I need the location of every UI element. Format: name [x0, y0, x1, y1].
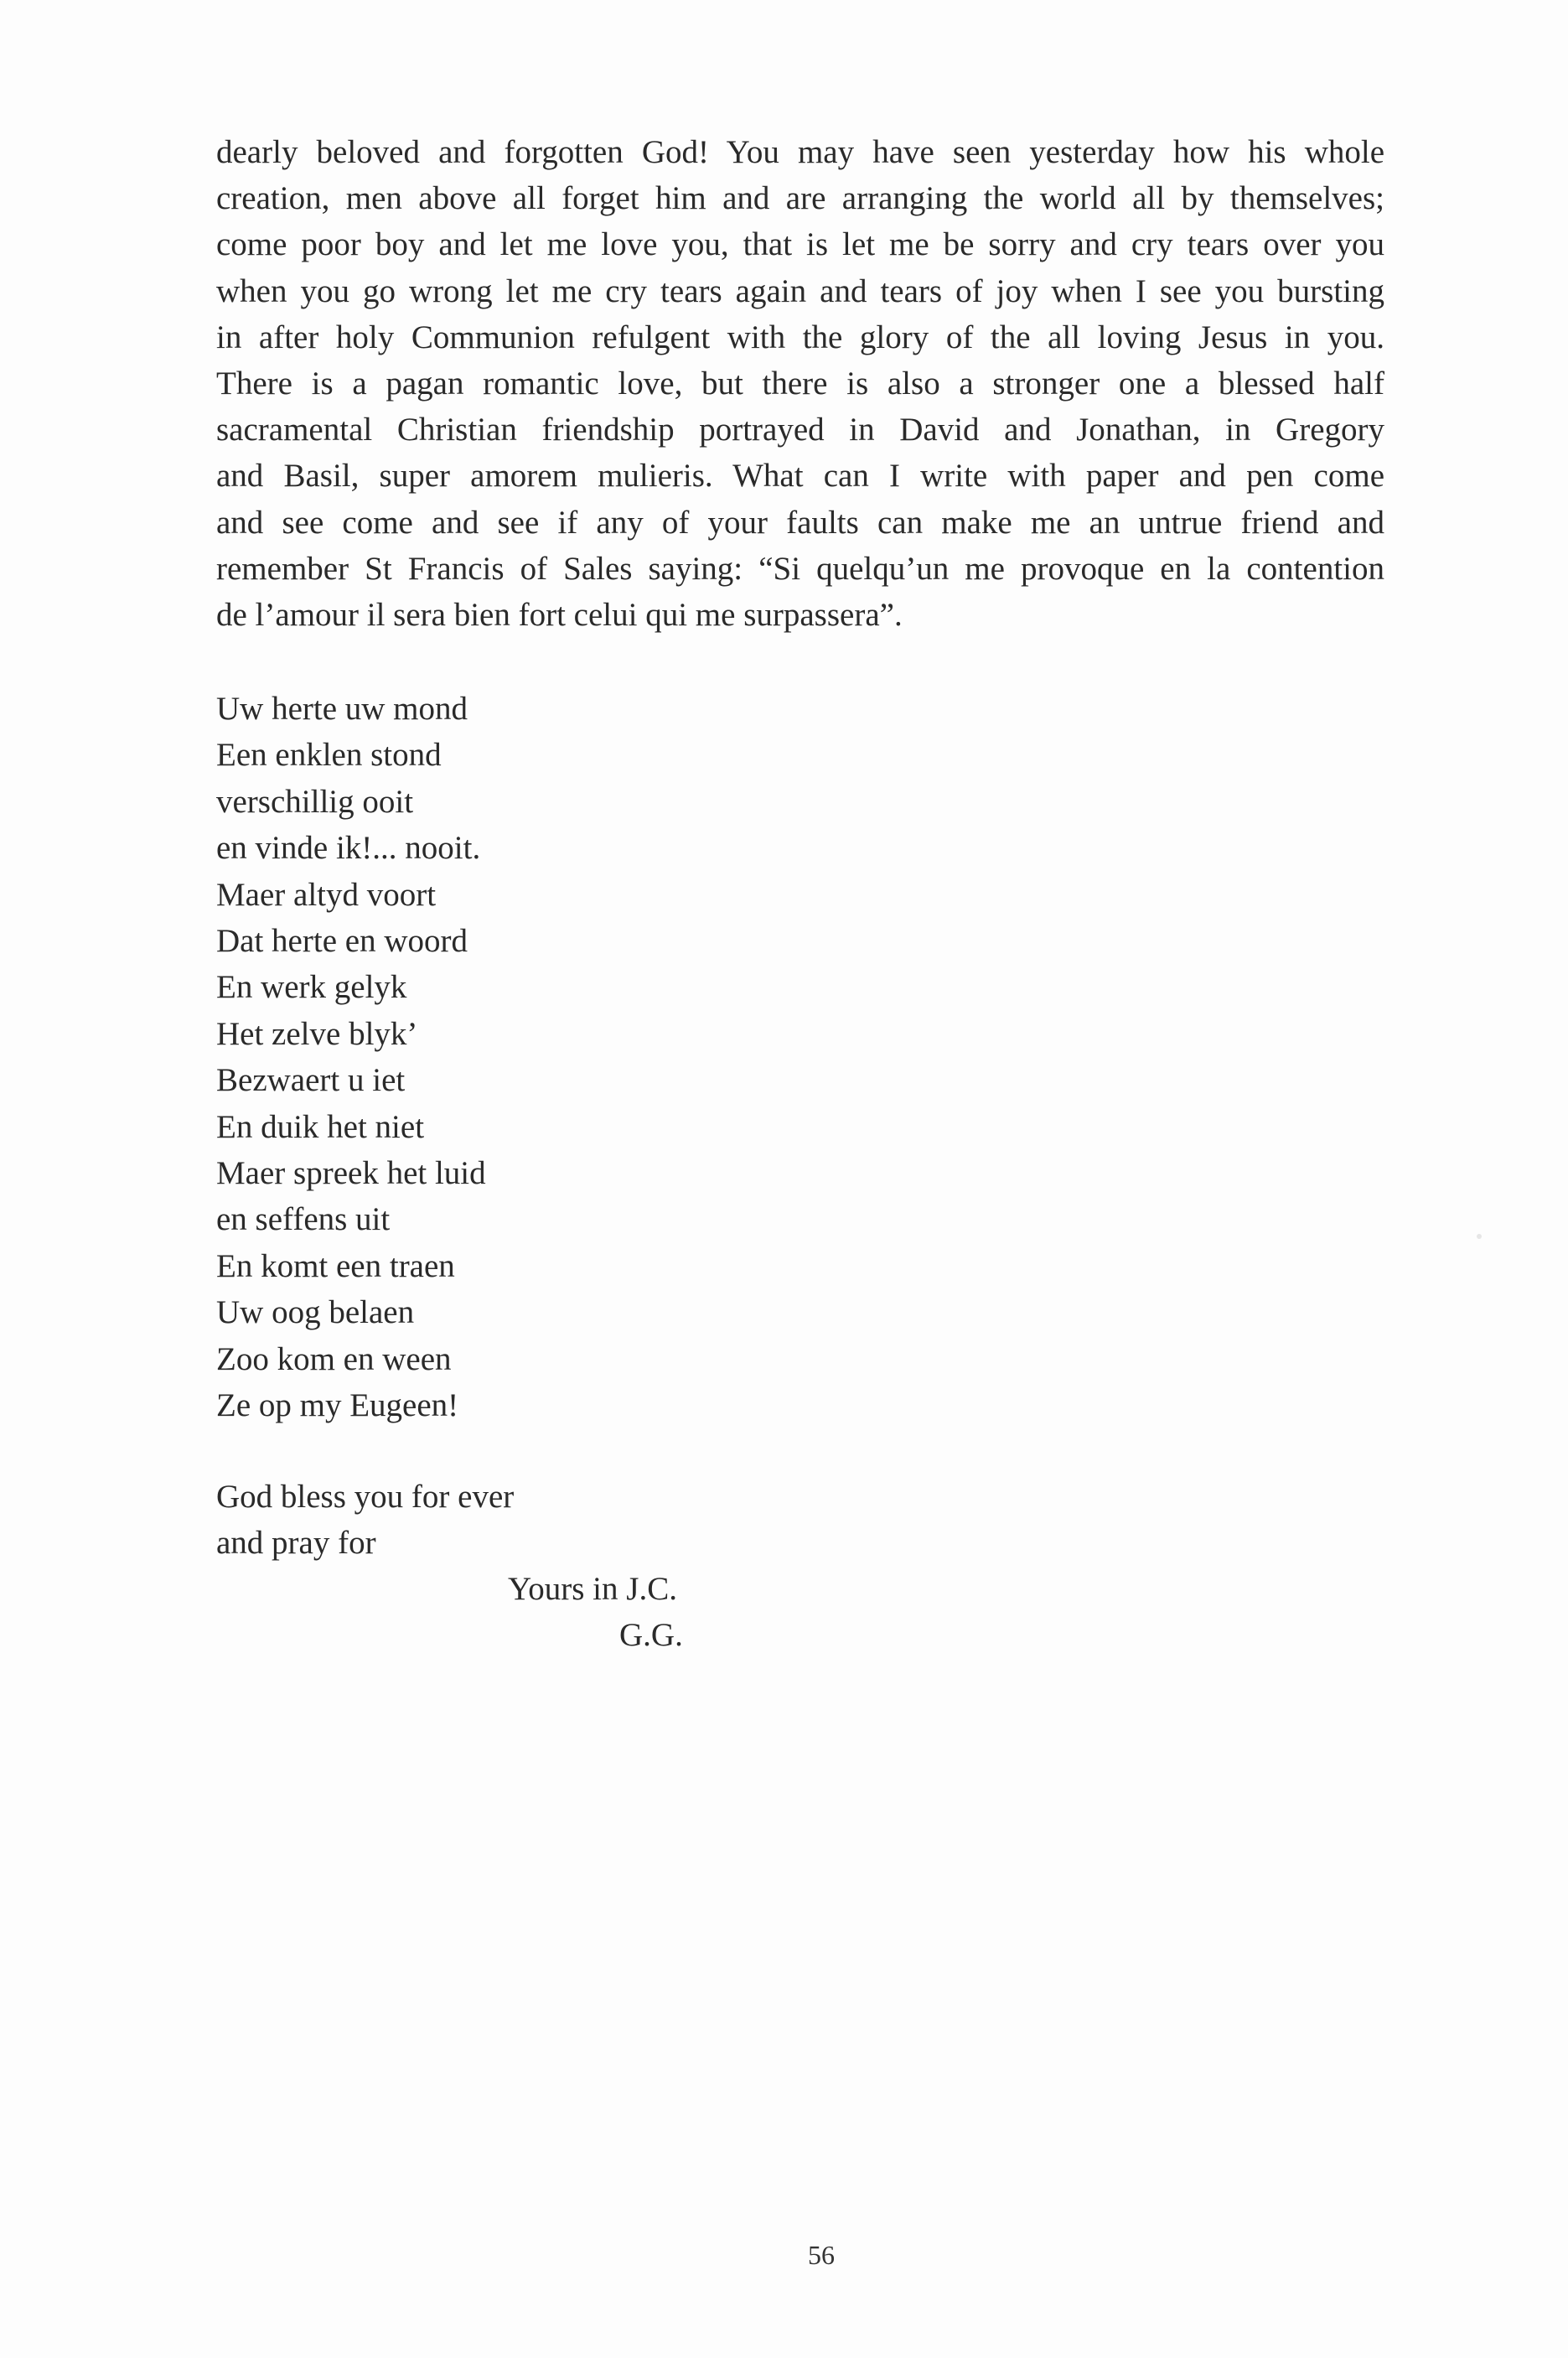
poem-line: en vinde ik!... nooit.	[216, 830, 481, 867]
closing-line: and pray for	[216, 1525, 376, 1562]
closing-line: God bless you for ever	[216, 1479, 515, 1515]
body-line: and Basil, super amorem mulieris. What can I write with paper and pen come	[216, 458, 1384, 495]
poem-line: Ze op my Eugeen!	[216, 1387, 459, 1424]
body-line: come poor boy and let me love you, that is let me be sorry and cry tears over you	[216, 226, 1384, 263]
body-line: in after holy Communion refulgent with the glory of the all loving Jesus in you.	[216, 319, 1384, 355]
poem-line: Zoo kom en ween	[216, 1340, 452, 1377]
poem-line: Een enklen stond	[216, 737, 442, 774]
poem-line: en seffens uit	[216, 1201, 391, 1238]
page-number: 56	[808, 2240, 835, 2270]
signature-initials: G.G.	[619, 1617, 683, 1653]
poem-line: En komt een traen	[216, 1247, 455, 1284]
signature-yours: Yours in J.C.	[508, 1571, 677, 1607]
body-line: de l’amour il sera bien fort celui qui me surpassera”.	[216, 597, 903, 634]
letter-body	[216, 129, 1384, 638]
body-line: remember St Francis of Sales saying: “Si quelqu’un me provoque en la contention	[216, 550, 1384, 587]
body-line: sacramental Christian friendship portrayed in David and Jonathan, in Gregory	[216, 412, 1384, 448]
body-line: when you go wrong let me cry tears again and tears of joy when I see you bursting	[216, 272, 1384, 309]
body-line: creation, men above all forget him and are arranging the world all by themselves;	[216, 180, 1384, 217]
poem-line: verschillig ooit	[216, 783, 414, 820]
poem-line: Dat herte en woord	[216, 923, 468, 960]
poem-line: Maer altyd voort	[216, 876, 437, 913]
poem	[216, 686, 486, 1429]
scan-artifact	[1477, 1234, 1482, 1239]
body-line: dearly beloved and forgotten God! You may have seen yesterday how his whole	[216, 134, 1384, 170]
poem-line: Het zelve blyk’	[216, 1015, 418, 1052]
poem-line: En duik het niet	[216, 1108, 425, 1145]
body-line: There is a pagan romantic love, but there is also a stronger one a blessed half	[216, 365, 1384, 402]
poem-line: Maer spreek het luid	[216, 1155, 486, 1192]
closing-salutation	[216, 1474, 514, 1567]
body-line: and see come and see if any of your faults can make me an untrue friend and	[216, 504, 1384, 541]
poem-line: En werk gelyk	[216, 969, 407, 1006]
poem-line: Bezwaert u iet	[216, 1062, 406, 1099]
poem-line: Uw oog belaen	[216, 1294, 415, 1331]
poem-line: Uw herte uw mond	[216, 691, 468, 727]
